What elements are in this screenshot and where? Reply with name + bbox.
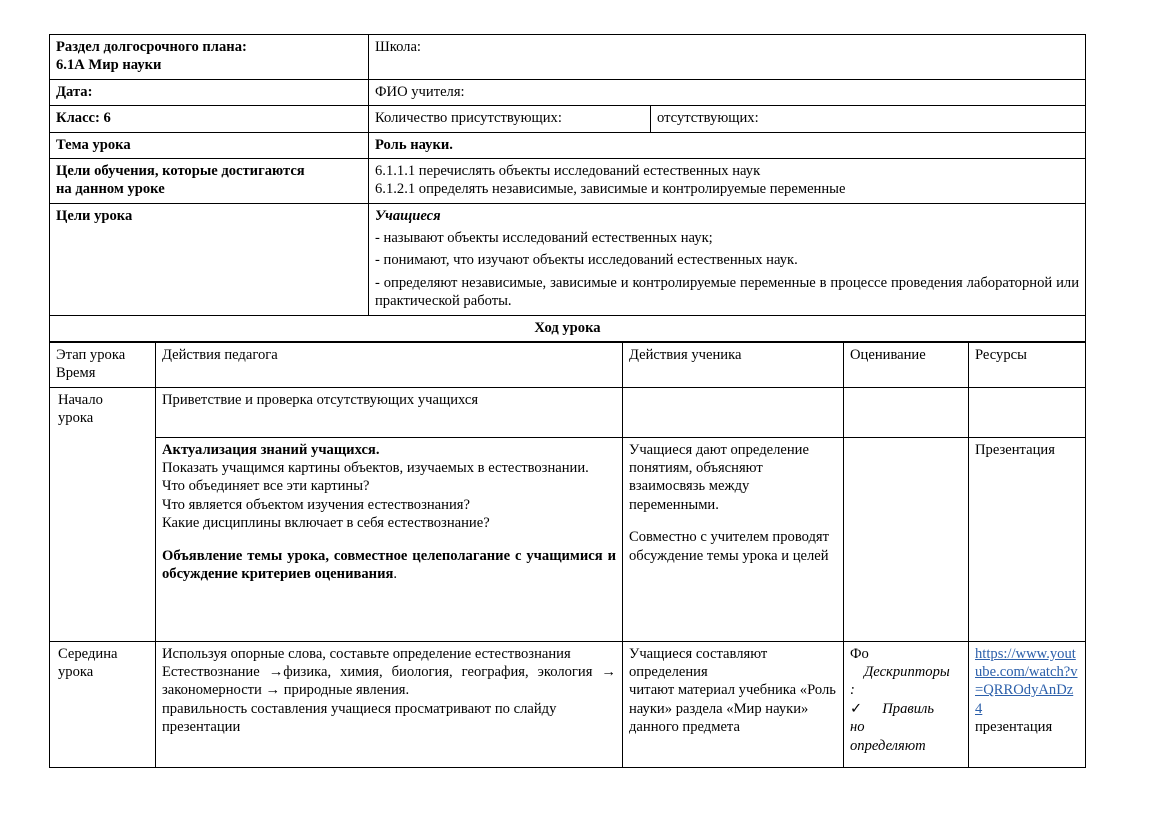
table-row-topic bbox=[50, 132, 1086, 158]
stage-middle-line2: урока bbox=[58, 664, 94, 680]
lesson-goals-heading: Учащиеся bbox=[375, 207, 441, 224]
col-header-student-label: Действия ученика bbox=[629, 346, 742, 363]
table-row-learning-objectives bbox=[50, 158, 1086, 203]
youtube-link[interactable]: https://www.youtube.com/watch?v=QRROdyAnDz4 bbox=[975, 645, 1078, 717]
middle-teacher-line-1: Используя опорные слова, составьте определение естествознания bbox=[162, 645, 571, 662]
teacher-label: ФИО учителя: bbox=[375, 83, 465, 100]
table-row-activation bbox=[50, 437, 1086, 641]
date-label: Дата: bbox=[56, 83, 93, 100]
stage-cell-start bbox=[50, 387, 156, 641]
table-row-date bbox=[50, 79, 1086, 105]
school-cell bbox=[369, 35, 1086, 80]
stage-start-line1: Начало bbox=[58, 391, 103, 408]
absent-label: отсутствующих: bbox=[657, 110, 759, 127]
lesson-plan-sheet bbox=[49, 34, 1085, 768]
assessment-cell-activation bbox=[844, 437, 969, 641]
middle-teacher-line-3: правильность составления учащиеся просматривают по слайду презентации bbox=[162, 700, 557, 736]
learning-objectives-label-cell bbox=[50, 158, 369, 203]
middle-student-line-2: читают материал учебника «Роль науки» раздела «Мир науки» данного предмета bbox=[629, 682, 836, 736]
table-header-row bbox=[50, 342, 1086, 387]
learning-objective-2: 6.1.2.1 определять независимые, зависимые и контролируемые переменные bbox=[375, 181, 846, 198]
stage-start-line2: урока bbox=[58, 410, 94, 426]
plan-header-table bbox=[49, 34, 1086, 342]
activation-bold-tail bbox=[162, 547, 616, 584]
assessment-descriptor-1 bbox=[850, 700, 962, 718]
middle-student-line-1: Учащиеся составляют определения bbox=[629, 645, 768, 680]
absent-count-cell bbox=[651, 106, 1086, 132]
col-header-student bbox=[623, 342, 844, 387]
teacher-cell-activation bbox=[156, 437, 623, 641]
date-label-cell bbox=[50, 79, 369, 105]
table-row-course-title bbox=[50, 315, 1086, 341]
activation-bold-tail-dot: . bbox=[393, 565, 398, 582]
assessment-descriptors-colon: : bbox=[850, 682, 855, 699]
teacher-greeting-text: Приветствие и проверка отсутствующих учащихся bbox=[162, 391, 479, 408]
col-header-resources bbox=[969, 342, 1086, 387]
present-label: Количество присутствующих: bbox=[375, 110, 562, 127]
col-header-resources-label: Ресурсы bbox=[975, 346, 1027, 363]
lesson-goal-2: - понимают, что изучают объекты исследований естественных наук. bbox=[375, 252, 798, 269]
assessment-descriptors-label: Дескрипторы bbox=[864, 664, 950, 680]
learning-objectives-label-line2: на данном уроке bbox=[56, 181, 165, 198]
class-label-cell bbox=[50, 106, 369, 132]
col-header-stage bbox=[50, 342, 156, 387]
resources-link-wrapper[interactable] bbox=[975, 645, 1079, 719]
assessment-descriptor-3: определяют bbox=[850, 737, 926, 754]
topic-value: Роль науки. bbox=[375, 136, 453, 153]
activation-heading: Актуализация знаний учащихся. bbox=[162, 441, 380, 458]
resources-activation-text: Презентация bbox=[975, 441, 1055, 458]
lesson-goals-label: Цели урока bbox=[56, 207, 133, 224]
assessment-fo-label: Фо bbox=[850, 645, 869, 662]
course-title: Ход урока bbox=[534, 319, 601, 336]
learning-objectives-cell bbox=[369, 158, 1086, 203]
lesson-goal-3: - определяют независимые, зависимые и контролируемые переменные в процессе проведения лабораторной или практической работы. bbox=[375, 274, 1079, 310]
teacher-cell-greeting bbox=[156, 387, 623, 437]
table-row-class bbox=[50, 106, 1086, 132]
activation-spacer bbox=[162, 533, 616, 547]
section-label-cell bbox=[50, 35, 369, 80]
resources-cell-activation bbox=[969, 437, 1086, 641]
resources-cell-greeting bbox=[969, 387, 1086, 437]
teacher-cell-middle bbox=[156, 641, 623, 767]
middle-teacher-line-2: Естествознание →физика, химия, биология, география, экология → закономерности → природные явления. bbox=[162, 664, 616, 699]
learning-objective-1: 6.1.1.1 перечислять объекты исследований естественных наук bbox=[375, 162, 761, 179]
learning-objectives-label-line1: Цели обучения, которые достигаются bbox=[56, 162, 305, 179]
section-value: 6.1А Мир науки bbox=[56, 57, 162, 74]
col-header-teacher bbox=[156, 342, 623, 387]
topic-value-cell bbox=[369, 132, 1086, 158]
section-label: Раздел долгосрочного плана: bbox=[56, 39, 247, 55]
table-row-lesson-start bbox=[50, 387, 1086, 437]
present-count-cell bbox=[369, 106, 651, 132]
col-header-assessment bbox=[844, 342, 969, 387]
teacher-name-cell bbox=[369, 79, 1086, 105]
table-row-section bbox=[50, 35, 1086, 80]
activation-line-3: Что является объектом изучения естествознания? bbox=[162, 496, 470, 513]
student-cell-greeting bbox=[623, 387, 844, 437]
activation-line-4: Какие дисциплины включает в себя естествознание? bbox=[162, 515, 490, 532]
activation-bold-tail-text: Объявление темы урока, совместное целеполагание с учащимися и обсуждение критериев оценивания bbox=[162, 547, 616, 582]
resources-presentation-text: презентация bbox=[975, 719, 1053, 736]
table-row-lesson-middle bbox=[50, 641, 1086, 767]
col-header-assessment-label: Оценивание bbox=[850, 346, 926, 363]
resources-cell-middle bbox=[969, 641, 1086, 767]
activation-line-1: Показать учащимся картины объектов, изучаемых в естествознании. bbox=[162, 460, 589, 476]
student-cell-activation bbox=[623, 437, 844, 641]
col-header-stage-line2: Время bbox=[56, 365, 96, 382]
assessment-cell-middle bbox=[844, 641, 969, 767]
course-title-cell bbox=[50, 315, 1086, 341]
lesson-goal-1: - называют объекты исследований естественных наук; bbox=[375, 230, 713, 246]
student-cell-middle bbox=[623, 641, 844, 767]
plan-course-table bbox=[49, 342, 1086, 768]
activation-line-2: Что объединяет все эти картины? bbox=[162, 478, 370, 495]
col-header-teacher-label: Действия педагога bbox=[162, 346, 278, 363]
lesson-goals-label-cell bbox=[50, 203, 369, 315]
assessment-descriptor-2: но bbox=[850, 719, 865, 736]
table-row-lesson-goals bbox=[50, 203, 1086, 315]
student-activation-spacer bbox=[629, 514, 837, 528]
school-label: Школа: bbox=[375, 39, 421, 55]
topic-label-cell bbox=[50, 132, 369, 158]
student-activation-block2: Совместно с учителем проводят обсуждение темы урока и целей bbox=[629, 529, 830, 564]
stage-cell-middle bbox=[50, 641, 156, 767]
assessment-cell-greeting bbox=[844, 387, 969, 437]
stage-middle-line1: Середина bbox=[58, 645, 118, 662]
checkmark-icon: ✓ bbox=[850, 700, 863, 717]
assessment-descriptor-1-text: Правиль bbox=[882, 700, 935, 717]
class-label: Класс: 6 bbox=[56, 110, 111, 127]
lesson-goals-cell bbox=[369, 203, 1086, 315]
topic-label: Тема урока bbox=[56, 136, 131, 153]
student-activation-block1: Учащиеся дают определение понятиям, объясняют взаимосвязь между переменными. bbox=[629, 441, 809, 513]
col-header-stage-line1: Этап урока bbox=[56, 346, 126, 363]
